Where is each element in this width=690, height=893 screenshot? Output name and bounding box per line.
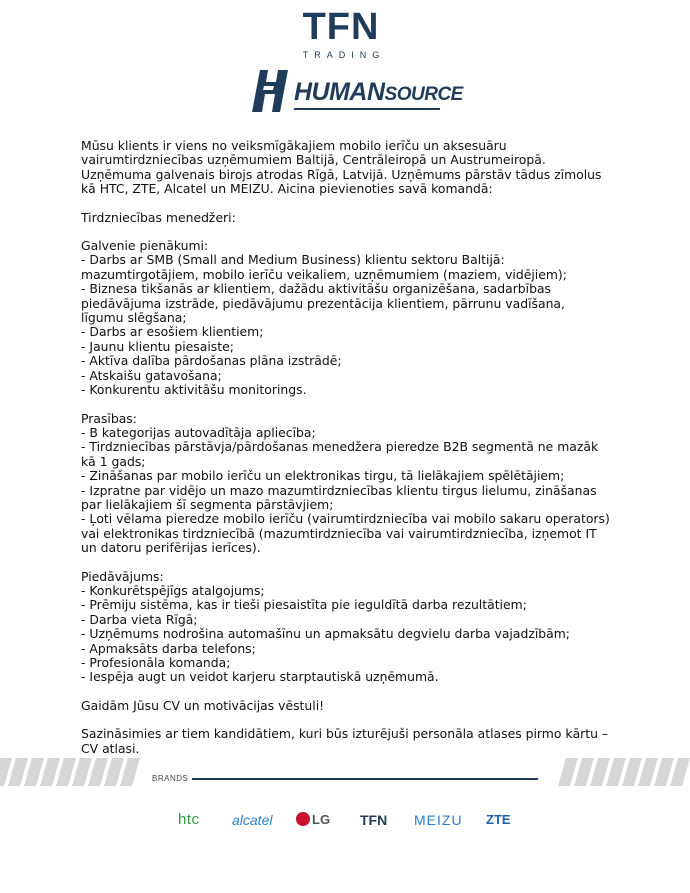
duty-item: - Darbs ar SMB (Small and Medium Business) klientu sektoru Baltijā: mazumtirgotājiem, mobilo ierīču veikaliem, uzņēmumiem (maziem, vidējiem); — [81, 252, 567, 282]
humansource-mark-icon — [250, 64, 290, 114]
duties-title: Galvenie pienākumi: — [81, 238, 209, 254]
brand-htc-logo: htc — [178, 811, 200, 828]
tfn-logo-subtext: TRADING — [302, 50, 386, 60]
contact-note: Sazināsimies ar tiem kandidātiem, kuri būs izturējuši personāla atlases pirmo kārtu – CV atlasi. — [81, 726, 609, 756]
duty-item: - Darbs ar esošiem klientiem; — [81, 324, 264, 340]
brands-footer — [0, 756, 690, 893]
duty-item: - Atskaišu gatavošana; — [81, 367, 222, 383]
decorative-stripes — [0, 756, 690, 788]
duty-item: - Konkurentu aktivitāšu monitorings. — [81, 382, 307, 398]
requirement-item: - B kategorijas autovadītāja apliecība; — [81, 424, 316, 440]
humansource-human: HUMAN — [294, 78, 385, 106]
brand-zte-logo: ZTE — [486, 812, 511, 827]
tfn-trading-logo — [286, 8, 396, 60]
offer-item: - Konkurētspējīgs atalgojums; — [81, 582, 265, 598]
offer-item: - Iespēja augt un veidot karjeru starptautiskā uzņēmumā. — [81, 669, 439, 685]
offer-item: - Uzņēmums nodrošina automašīnu un apmaksātu degvielu darba vajadzībām; — [81, 626, 570, 642]
duty-item: - Biznesa tikšanās ar klientiem, dažādu aktivitāšu organizēšana, sadarbības piedāvājuma izstrāde, piedāvājumu prezentācija klientiem, pārrunu vadīšana, līgumu slēgšana; — [81, 281, 565, 326]
offer-title: Piedāvājums: — [81, 568, 164, 584]
humansource-underline — [294, 108, 440, 110]
cv-request: Gaidām Jūsu CV un motivācijas vēstuli! — [81, 697, 325, 713]
brands-label: BRANDS — [152, 774, 189, 783]
requirements-title: Prasības: — [81, 410, 137, 426]
duty-item: - Aktīva dalība pārdošanas plāna izstrādē; — [81, 353, 342, 369]
brand-tfn-logo: TFN — [360, 812, 388, 828]
position-title: Tirdzniecības menedžeri: — [81, 209, 236, 225]
requirement-item: - Izpratne par vidējo un mazo mazumtirdzniecības klientu tirgus lielumu, zināšanas par lielākajiem šī segmenta pārstāvjiem; — [81, 482, 597, 512]
requirement-item: - Ļoti vēlama pieredze mobilo ierīču (vairumtirdzniecība vai mobilo sakaru operators) vai elektronikas tirdzniecībā (mazumtirdzniecība vai vairumtirdzniecība, izņemot IT un datoru perifērijas ierīces). — [81, 511, 610, 556]
requirement-item: - Tirdzniecības pārstāvja/pārdošanas menedžera pieredze B2B segmentā ne mazāk kā 1 gads; — [81, 439, 599, 469]
duty-item: - Jaunu klientu piesaiste; — [81, 338, 234, 354]
job-description — [81, 139, 611, 756]
intro-paragraph: Mūsu klients ir viens no veiksmīgākajiem mobilo ierīču un aksesuāru vairumtirdzniecības uzņēmumiem Baltijā, Centrāleiropā un Austrumeiropā. Uzņēmuma galvenais birojs atrodas Rīgā, Latvijā. Uzņēmums pārstāv tādus zīmolus kā HTC, ZTE, Alcatel un MEIZU. Aicina pievienoties savā komandā: — [81, 138, 602, 197]
humansource-wordmark — [294, 78, 463, 107]
offer-item: - Prēmiju sistēma, kas ir tieši piesaistīta pie ieguldītā darba rezultātiem; — [81, 597, 527, 613]
page-header — [0, 0, 690, 120]
humansource-source: SOURCE — [384, 84, 463, 105]
brands-divider — [192, 778, 538, 780]
brand-meizu-logo: MEIZU — [414, 812, 463, 828]
lg-circle-icon — [296, 812, 310, 826]
requirement-item: - Zināšanas par mobilo ierīču un elektronikas tirgu, tā lielākajiem spēlētājiem; — [81, 468, 565, 484]
humansource-logo — [250, 64, 463, 114]
brand-lg-text: LG — [312, 812, 331, 827]
offer-item: - Profesionāla komanda; — [81, 655, 231, 670]
tfn-logo-text: TFN — [302, 6, 380, 48]
offer-item: - Apmaksāts darba telefons; — [81, 640, 256, 656]
brand-alcatel-logo: alcatel — [232, 812, 273, 828]
offer-item: - Darba vieta Rīgā; — [81, 611, 198, 627]
brand-lg-logo — [296, 812, 330, 828]
